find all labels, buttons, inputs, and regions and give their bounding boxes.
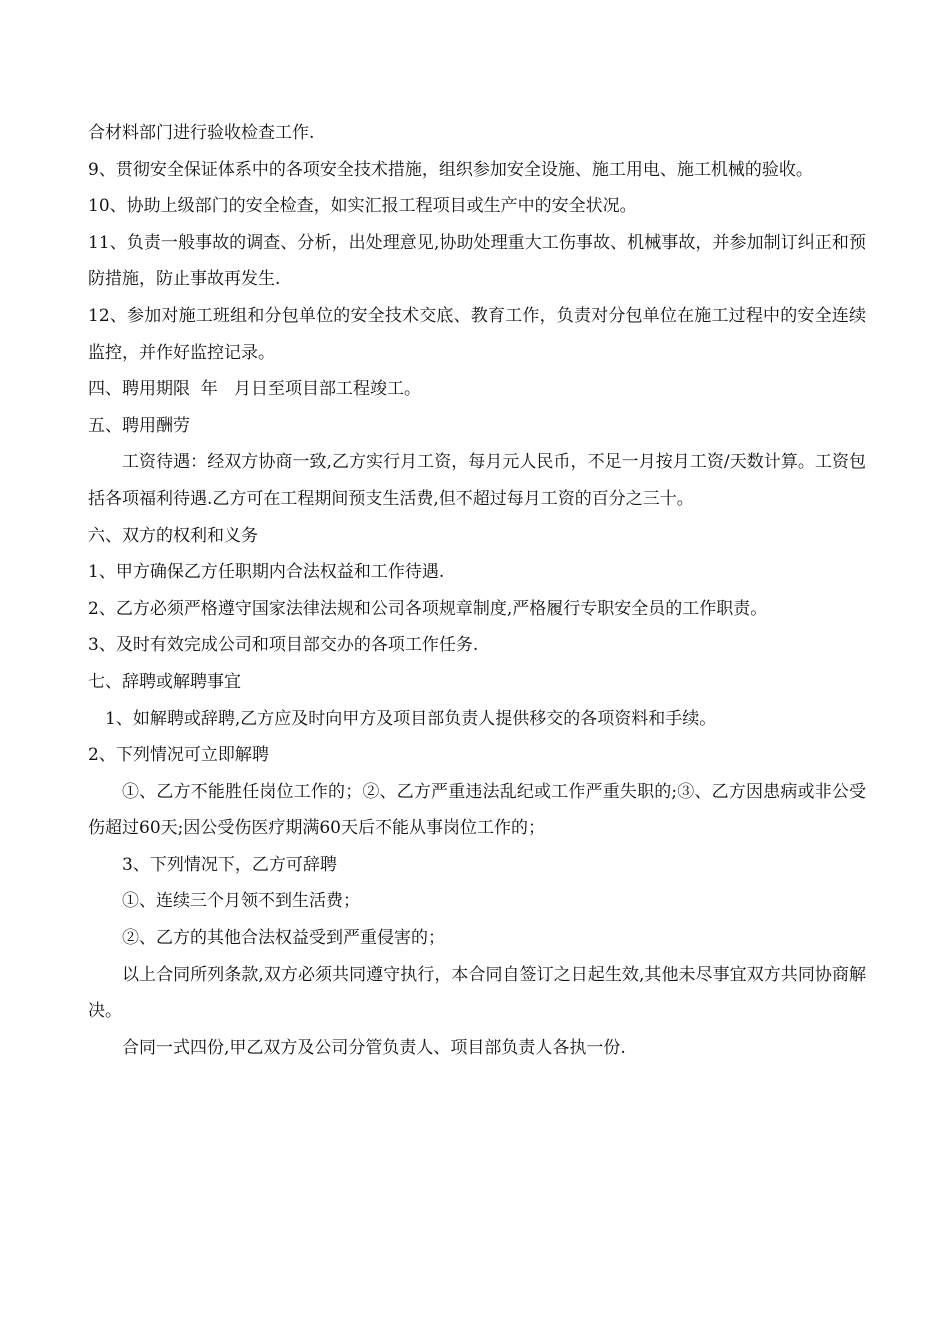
section-heading-dismissal: 七、辞聘或解聘事宜 <box>88 671 241 692</box>
document-body <box>88 115 866 1066</box>
paragraph-item-11: 11、负责一般事故的调查、分析，出处理意见,协助处理重大工伤事故、机械事故，并参加制订纠正和预防措施，防止事故再发生. <box>88 232 866 290</box>
paragraph-item-12: 12、参加对施工班组和分包单位的安全技术交底、教育工作，负责对分包单位在施工过程中的安全连续监控，并作好监控记录。 <box>88 305 866 363</box>
paragraph-resign-3: 3、下列情况下，乙方可辞聘 <box>122 854 337 875</box>
paragraph-copies: 合同一式四份,甲乙双方及公司分管负责人、项目部负责人各执一份. <box>122 1037 626 1058</box>
paragraph-dismiss-1: 1、如解聘或辞聘,乙方应及时向甲方及项目部负责人提供移交的各项资料和手续。 <box>105 708 717 729</box>
paragraph-item-10: 10、协助上级部门的安全检查，如实汇报工程项目或生产中的安全状况。 <box>88 196 637 217</box>
paragraph-resign-b: ②、乙方的其他合法权益受到严重侵害的； <box>122 928 445 949</box>
paragraph-item-9: 9、贯彻安全保证体系中的各项安全技术措施，组织参加安全设施、施工用电、施工机械的验收。 <box>88 159 813 180</box>
paragraph-wages: 工资待遇：经双方协商一致,乙方实行月工资，每月元人民币，不足一月按月工资/天数计算。工资包括各项福利待遇.乙方可在工程期间预支生活费,但不超过每月工资的百分之三十。 <box>88 452 866 509</box>
paragraph-resign-a: ①、连续三个月领不到生活费； <box>122 891 360 912</box>
section-heading-rights: 六、双方的权利和义务 <box>88 525 258 546</box>
paragraph-rights-3: 3、及时有效完成公司和项目部交办的各项工作任务. <box>88 635 479 656</box>
paragraph-dismiss-conditions: ①、乙方不能胜任岗位工作的；②、乙方严重违法乱纪或工作严重失职的;③、乙方因患病或非公受伤超过60天;因公受伤医疗期满60天后不能从事岗位工作的； <box>88 781 866 839</box>
section-heading-remuneration: 五、聘用酬劳 <box>88 415 190 436</box>
paragraph-dismiss-2: 2、下列情况可立即解聘 <box>88 745 269 766</box>
paragraph-rights-1: 1、甲方确保乙方任职期内合法权益和工作待遇. <box>88 562 445 583</box>
paragraph-rights-2: 2、乙方必须严格遵守国家法律法规和公司各项规章制度,严格履行专职安全员的工作职责。 <box>88 598 768 619</box>
section-heading-term: 四、聘用期限 年 月日至项目部工程竣工。 <box>88 379 422 400</box>
paragraph-closing: 以上合同所列条款,双方必须共同遵守执行，本合同自签订之日起生效,其他未尽事宜双方共同协商解决。 <box>88 964 866 1022</box>
paragraph-materials-inspection: 合材料部门进行验收检查工作. <box>88 123 315 143</box>
